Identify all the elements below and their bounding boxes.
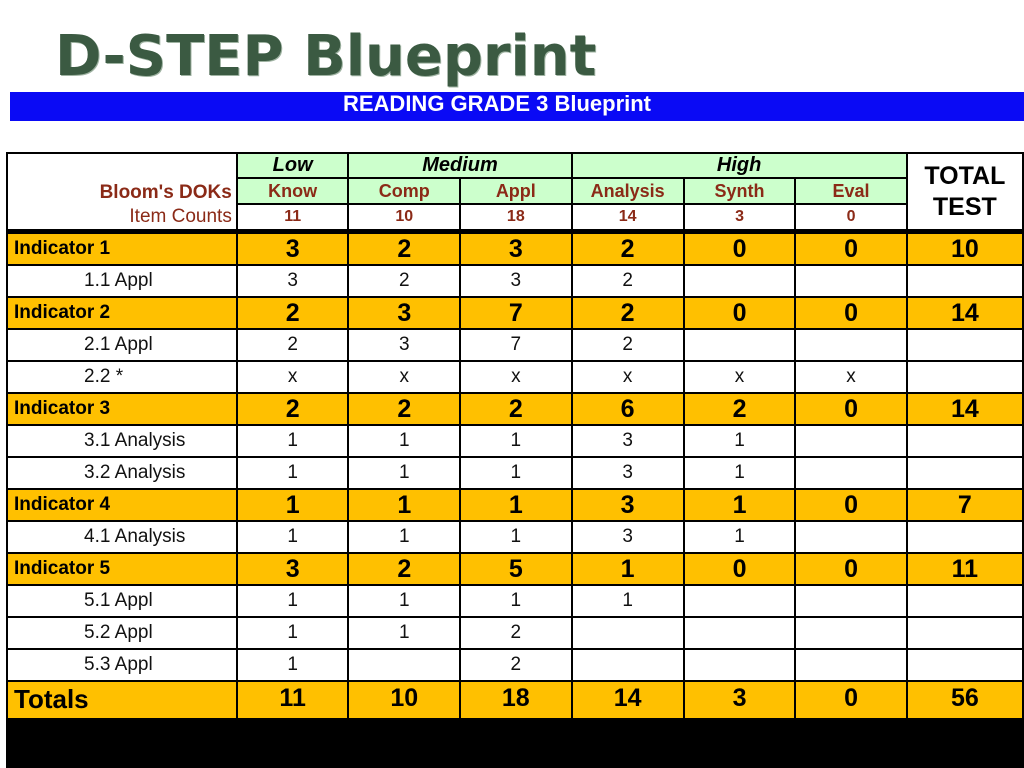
sub-item-row-cell: 2 (349, 266, 459, 296)
indicator-row (8, 231, 1022, 264)
sub-item-row-cell: 1 (685, 458, 795, 488)
sub-item-row-cell: x (461, 362, 570, 392)
sub-item-row-cell: x (685, 362, 795, 392)
dok-comp: Comp (349, 179, 459, 203)
indicator-row-cell: 1 (685, 490, 795, 520)
sub-item-row-label: 3.1 Analysis (8, 426, 236, 456)
indicator-row-cell: 2 (573, 231, 683, 264)
sub-item-row-cell (685, 586, 795, 616)
item-count-know: 11 (238, 205, 348, 229)
totals-row-cell: 18 (461, 682, 570, 718)
indicator-row-cell: 0 (796, 394, 905, 424)
sub-item-row-cell: x (238, 362, 348, 392)
sub-item-row-cell: 3 (461, 266, 570, 296)
sub-item-row (8, 586, 1022, 616)
totals-row-cell: 0 (796, 682, 905, 718)
indicator-row-cell: 3 (349, 298, 459, 328)
indicator-row-cell: 1 (349, 490, 459, 520)
sub-item-row-cell: 3 (238, 266, 348, 296)
totals-row-cell: 14 (573, 682, 683, 718)
sub-item-row-cell (685, 650, 795, 680)
totals-row-label: Totals (8, 682, 236, 718)
total-header-line2: TEST (932, 192, 997, 221)
sub-item-row-cell (685, 618, 795, 648)
sub-item-row-cell: 1 (238, 426, 348, 456)
sub-item-row-cell (573, 650, 683, 680)
band-high: High (573, 154, 906, 177)
sub-item-row-cell: 1 (573, 586, 683, 616)
band-low: Low (238, 154, 348, 177)
sub-item-row-cell (908, 458, 1022, 488)
indicator-row-cell: 3 (238, 554, 348, 584)
indicator-row-cell: 1 (238, 490, 348, 520)
indicator-row-cell: 10 (908, 231, 1022, 264)
sub-item-row-label: 5.1 Appl (8, 586, 236, 616)
sub-item-row-label: 1.1 Appl (8, 266, 236, 296)
sub-item-row-cell: 1 (238, 458, 348, 488)
indicator-row-cell: 2 (238, 298, 348, 328)
total-test-header (908, 154, 1022, 229)
sub-item-row-cell: 1 (461, 426, 570, 456)
indicator-row-cell: 3 (238, 231, 348, 264)
indicator-row-cell: 0 (796, 298, 905, 328)
indicator-row-cell: 2 (349, 231, 459, 264)
sub-item-row-cell: 1 (238, 586, 348, 616)
dok-synth: Synth (685, 179, 795, 203)
blooms-doks-label: Bloom's DOKs (99, 182, 232, 203)
indicator-row-cell: 14 (908, 394, 1022, 424)
sub-item-row-cell (685, 330, 795, 360)
sub-item-row-cell (796, 618, 905, 648)
indicator-row-cell: 11 (908, 554, 1022, 584)
indicator-row-cell: 2 (238, 394, 348, 424)
blueprint-banner: READING GRADE 3 Blueprint (10, 92, 1024, 121)
totals-row (8, 682, 1022, 718)
sub-item-row-cell (908, 330, 1022, 360)
indicator-row-cell: 6 (573, 394, 683, 424)
sub-item-row-cell (349, 650, 459, 680)
total-header-line1: TOTAL (924, 161, 1006, 190)
sub-item-row (8, 330, 1022, 360)
sub-item-row-cell (908, 650, 1022, 680)
sub-item-row-cell: 2 (573, 330, 683, 360)
dok-eval: Eval (796, 179, 905, 203)
sub-item-row-label: 3.2 Analysis (8, 458, 236, 488)
indicator-row-cell: 5 (461, 554, 570, 584)
blueprint-table-frame (6, 152, 1024, 768)
indicator-row-label: Indicator 3 (8, 394, 236, 424)
sub-item-row-cell: 1 (349, 426, 459, 456)
indicator-row-cell: 0 (796, 490, 905, 520)
sub-item-row-label: 2.2 * (8, 362, 236, 392)
sub-item-row-label: 5.3 Appl (8, 650, 236, 680)
sub-item-row (8, 650, 1022, 680)
sub-item-row-cell: 1 (349, 618, 459, 648)
sub-item-row-cell: x (349, 362, 459, 392)
sub-item-row-label: 5.2 Appl (8, 618, 236, 648)
sub-item-row-cell (908, 426, 1022, 456)
indicator-row-label: Indicator 2 (8, 298, 236, 328)
sub-item-row-cell: 1 (461, 586, 570, 616)
item-count-analysis: 14 (573, 205, 683, 229)
sub-item-row-cell (908, 618, 1022, 648)
indicator-row-cell: 2 (461, 394, 570, 424)
indicator-row-cell: 0 (796, 231, 905, 264)
totals-row-cell: 56 (908, 682, 1022, 718)
sub-item-row-cell (796, 586, 905, 616)
indicator-row-cell: 1 (573, 554, 683, 584)
sub-item-row-cell: 1 (349, 522, 459, 552)
sub-item-row-cell: x (573, 362, 683, 392)
indicator-row (8, 490, 1022, 520)
item-count-synth: 3 (685, 205, 795, 229)
sub-item-row-cell (573, 618, 683, 648)
sub-item-row-cell: 1 (349, 586, 459, 616)
indicator-row-cell: 2 (685, 394, 795, 424)
indicator-row (8, 554, 1022, 584)
sub-item-row-cell (908, 522, 1022, 552)
totals-row-cell: 3 (685, 682, 795, 718)
indicator-row-cell: 14 (908, 298, 1022, 328)
indicator-row-cell: 2 (349, 394, 459, 424)
sub-item-row (8, 266, 1022, 296)
sub-item-row-label: 2.1 Appl (8, 330, 236, 360)
dok-know: Know (238, 179, 348, 203)
indicator-row-cell: 0 (685, 231, 795, 264)
sub-item-row-cell (908, 586, 1022, 616)
sub-item-row-cell: 3 (573, 458, 683, 488)
sub-item-row-cell (796, 266, 905, 296)
indicator-row-label: Indicator 4 (8, 490, 236, 520)
indicator-row (8, 394, 1022, 424)
indicator-row-cell: 7 (908, 490, 1022, 520)
indicator-row-cell: 2 (349, 554, 459, 584)
sub-item-row-cell (796, 426, 905, 456)
sub-item-row-cell: 1 (461, 458, 570, 488)
item-count-eval: 0 (796, 205, 905, 229)
sub-item-row-cell: 2 (573, 266, 683, 296)
header-band-row (8, 154, 1022, 177)
sub-item-row-cell: 1 (685, 426, 795, 456)
sub-item-row-cell: 2 (461, 650, 570, 680)
sub-item-row-cell (796, 650, 905, 680)
sub-item-row-cell: 3 (349, 330, 459, 360)
item-counts-label: Item Counts (129, 206, 232, 227)
sub-item-row-cell: 7 (461, 330, 570, 360)
indicator-row-label: Indicator 5 (8, 554, 236, 584)
item-count-comp: 10 (349, 205, 459, 229)
item-count-appl: 18 (461, 205, 570, 229)
sub-item-row-cell: 1 (238, 618, 348, 648)
sub-item-row-label: 4.1 Analysis (8, 522, 236, 552)
dok-appl: Appl (461, 179, 570, 203)
blueprint-table (6, 152, 1024, 720)
sub-item-row-cell: 2 (238, 330, 348, 360)
indicator-row-cell: 3 (461, 231, 570, 264)
sub-item-row-cell (685, 266, 795, 296)
indicator-row-cell: 0 (685, 554, 795, 584)
sub-item-row-cell: 3 (573, 426, 683, 456)
indicator-row-label: Indicator 1 (8, 231, 236, 264)
header-corner (8, 154, 236, 229)
sub-item-row (8, 426, 1022, 456)
sub-item-row-cell (796, 522, 905, 552)
indicator-row-cell: 3 (573, 490, 683, 520)
sub-item-row-cell: x (796, 362, 905, 392)
slide-title: D-STEP Blueprint (55, 24, 597, 89)
band-medium: Medium (349, 154, 570, 177)
sub-item-row-cell: 3 (573, 522, 683, 552)
indicator-row-cell: 0 (685, 298, 795, 328)
indicator-row-cell: 2 (573, 298, 683, 328)
sub-item-row (8, 362, 1022, 392)
sub-item-row-cell: 1 (461, 522, 570, 552)
sub-item-row-cell: 1 (685, 522, 795, 552)
sub-item-row-cell (796, 458, 905, 488)
indicator-row (8, 298, 1022, 328)
indicator-row-cell: 0 (796, 554, 905, 584)
dok-analysis: Analysis (573, 179, 683, 203)
totals-row-cell: 10 (349, 682, 459, 718)
indicator-row-cell: 1 (461, 490, 570, 520)
sub-item-row-cell: 1 (238, 650, 348, 680)
sub-item-row-cell: 2 (461, 618, 570, 648)
indicator-row-cell: 7 (461, 298, 570, 328)
sub-item-row-cell: 1 (238, 522, 348, 552)
sub-item-row (8, 522, 1022, 552)
sub-item-row-cell (908, 362, 1022, 392)
sub-item-row-cell (908, 266, 1022, 296)
sub-item-row-cell (796, 330, 905, 360)
totals-row-cell: 11 (238, 682, 348, 718)
sub-item-row-cell: 1 (349, 458, 459, 488)
sub-item-row (8, 618, 1022, 648)
sub-item-row (8, 458, 1022, 488)
